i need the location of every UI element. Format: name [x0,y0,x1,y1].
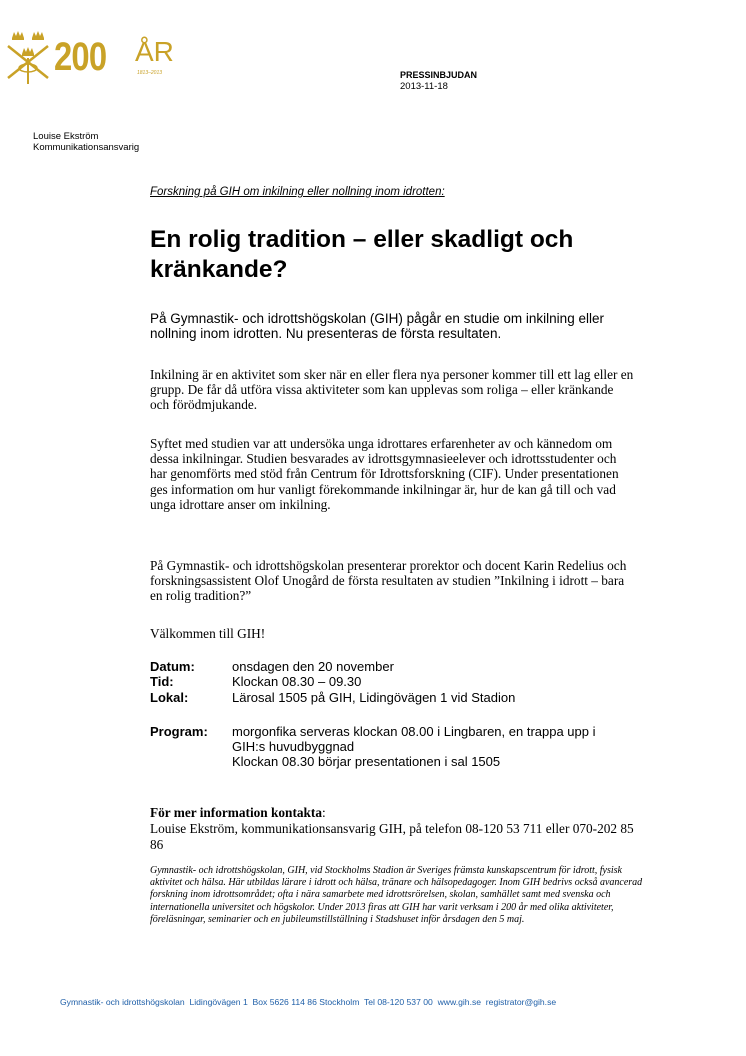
crown-icon [22,47,34,56]
logo-number: 200 [54,35,107,79]
body-paragraph: På Gymnastik- och idrottshögskolan presenterar prorektor och docent Karin Redelius och forskningsassistent Olof Unogård de första resultaten av studien ”Inkilning i idrott – bara en rolig tradition?” [150,558,627,604]
more-info-label: För mer information kontakta: [150,805,326,820]
program-label: Program: [150,724,208,739]
document-date: 2013-11-18 [400,81,448,92]
lokal-value: Lärosal 1505 på GIH, Lidingövägen 1 vid Stadion [232,690,516,705]
lokal-label: Lokal: [150,690,189,705]
program-line: GIH:s huvudbyggnad [232,739,355,754]
boilerplate: Gymnastik- och idrottshögskolan, GIH, vid Stockholms Stadion är Sveriges främsta kunskapscentrum för idrott, fysisk aktivitet och hälsa. Här utbildas lärare i idrott och hälsa, tränare och hälsopedagoger. Inom GIH bedrivs också avancerad forskning inom idrottsområdet; ofta i nära samarbete med idrottsrörelsen, skolan, samhället samt med svenska och internationella universitet och högskolor. Under 2013 firas att GIH har varit verksam i 200 år med olika aktiviteter, föreläsningar, seminarier och en jubileumstillställning i Stadshuset inför årsdagen den 5 maj. [150,865,643,925]
crown-icon [12,31,24,40]
welcome-line: Välkommen till GIH! [150,626,266,641]
program-line: morgonfika serveras klockan 08.00 i Lingbaren, en trappa upp i [232,724,596,739]
crown-icon [32,31,44,40]
footer-address: Gymnastik- och idrottshögskolan Lidingövägen 1 Box 5626 114 86 Stockholm Tel 08-120 537 00 www.gih.se registrator@gih.se [60,997,557,1007]
tid-value: Klockan 08.30 – 09.30 [232,674,362,689]
datum-value: onsdagen den 20 november [232,659,394,674]
tid-label: Tid: [150,674,174,689]
body-paragraph: Inkilning är en aktivitet som sker när en eller flera nya personer kommer till ett lag eller en grupp. De får då utföra vissa aktiviteter som kan upplevas som roliga – eller kränkande och förödmjukande. [150,367,634,413]
document-type: PRESSINBJUDAN [400,70,478,80]
more-info-text: Louise Ekström, kommunikationsansvarig GIH, på telefon 08-120 53 711 eller 070-202 85 86 [150,821,634,852]
kicker: Forskning på GIH om inkilning eller nollning inom idrotten: [150,186,445,198]
headline: En rolig tradition – eller skadligt och kränkande? [150,226,574,283]
program-line: Klockan 08.30 börjar presentationen i sal 1505 [232,754,501,769]
datum-label: Datum: [150,659,195,674]
lead-paragraph: På Gymnastik- och idrottshögskolan (GIH) pågår en studie om inkilning eller nollning inom idrotten. Nu presenteras de första resultaten. [150,311,604,341]
logo-years: 1813–2013 [137,70,163,76]
contact-role: Kommunikationsansvarig [33,142,140,153]
contact-name: Louise Ekström [33,131,99,142]
logo-ar: ÅR [135,36,174,67]
body-paragraph: Syftet med studien var att undersöka unga idrottares erfarenheter av och kännedom om dessa inkilningar. Studien besvarades av idrottsgymnasieelever och idrottsstudenter och har genomförts med stöd från Centrum för Idrottsforskning (CIF). Under presentationen ges information om hur vanligt förekommande inkilningar är, hur de kan gå till och vad unga idrottare anser om inkilning. [150,436,619,512]
